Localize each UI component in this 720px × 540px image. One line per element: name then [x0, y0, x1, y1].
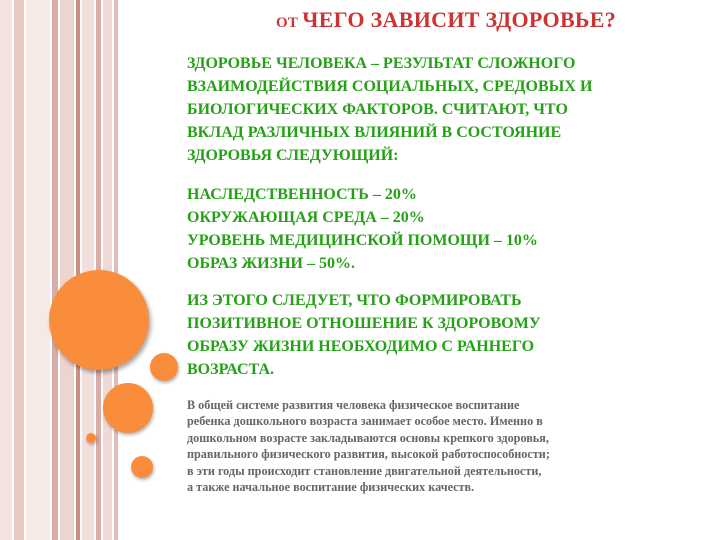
factor-item: ОБРАЗ ЖИЗНИ – 50%. [187, 255, 355, 272]
note-paragraph [187, 397, 667, 495]
factor-item: УРОВЕНЬ МЕДИЦИНСКОЙ ПОМОЩИ – 10% [187, 232, 538, 249]
intro-paragraph [187, 52, 697, 167]
conclusion-paragraph [187, 289, 697, 381]
note-line: В общей системе развития человека физическое воспитание [187, 398, 520, 412]
factors-list [187, 183, 697, 275]
stripe [60, 0, 74, 540]
intro-line: БИОЛОГИЧЕСКИХ ФАКТОРОВ. СЧИТАЮТ, ЧТО [187, 101, 568, 118]
large-circle [49, 270, 149, 370]
conclusion-line: ПОЗИТИВНОЕ ОТНОШЕНИЕ К ЗДОРОВОМУ [187, 315, 541, 332]
conclusion-line: ВОЗРАСТА. [187, 361, 275, 378]
stripe [14, 0, 24, 540]
intro-line: ВЗАИМОДЕЙСТВИЯ СОЦИАЛЬНЫХ, СРЕДОВЫХ И [187, 78, 593, 95]
note-line: в эти годы происходит становление двигательной деятельности, [187, 463, 542, 478]
stripe [0, 0, 12, 540]
intro-line: ВКЛАД РАЗЛИЧНЫХ ВЛИЯНИЙ В СОСТОЯНИЕ [187, 124, 562, 141]
tiny-circle [86, 433, 96, 443]
slide-title [186, 6, 706, 37]
medium-circle [150, 353, 178, 381]
stripe [26, 0, 50, 540]
intro-line: ЗДОРОВЬЕ ЧЕЛОВЕКА – РЕЗУЛЬТАТ СЛОЖНОГО [187, 55, 576, 72]
medium-circle [103, 383, 153, 433]
conclusion-line: ИЗ ЭТОГО СЛЕДУЕТ, ЧТО ФОРМИРОВАТЬ [187, 292, 522, 309]
title-lead: ОТ [275, 15, 303, 31]
stripe [114, 0, 118, 540]
note-line: ребенка дошкольного возраста занимает особое место. Именно в [187, 414, 543, 429]
title-main: ЧЕГО ЗАВИСИТ ЗДОРОВЬЕ? [302, 7, 617, 32]
note-line: дошкольном возрасте закладываются основы крепкого здоровья, [187, 430, 549, 445]
factor-item: НАСЛЕДСТВЕННОСТЬ – 20% [187, 186, 417, 203]
stripe [52, 0, 58, 540]
conclusion-line: ОБРАЗУ ЖИЗНИ НЕОБХОДИМО С РАННЕГО [187, 338, 535, 355]
stripe [76, 0, 80, 540]
note-line: правильного физического развития, высокой работоспособности; [187, 447, 550, 462]
note-line: а также начальное воспитание физических качеств. [187, 480, 475, 495]
small-circle [131, 456, 153, 478]
intro-line: ЗДОРОВЬЯ СЛЕДУЮЩИЙ: [187, 147, 399, 164]
factor-item: ОКРУЖАЮЩАЯ СРЕДА – 20% [187, 209, 425, 226]
